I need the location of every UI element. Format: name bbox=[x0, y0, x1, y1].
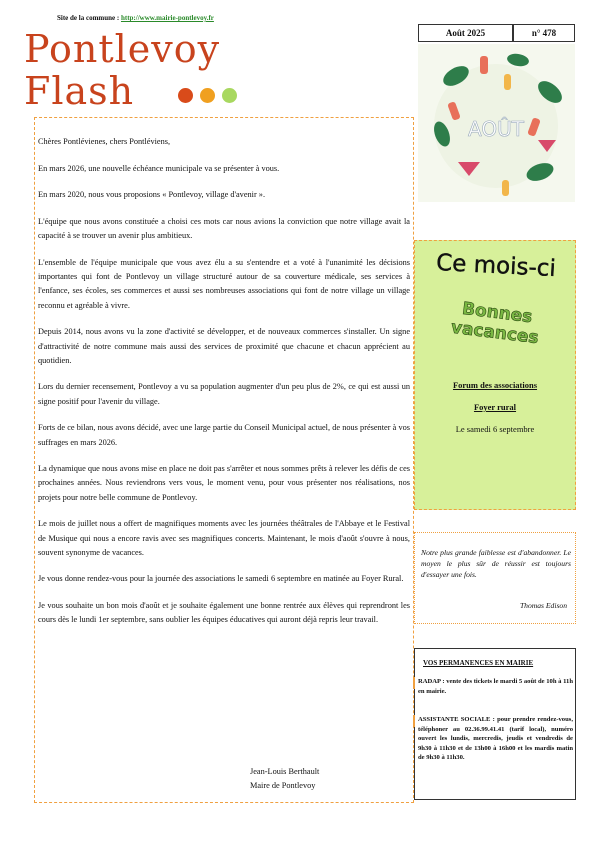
aout-image-text: AOÛT bbox=[468, 117, 524, 141]
dash-marker bbox=[413, 715, 416, 727]
decorative-dots bbox=[178, 88, 237, 103]
editorial-letter bbox=[38, 135, 410, 640]
site-url-line bbox=[57, 14, 214, 22]
issue-month: Août 2025 bbox=[418, 24, 513, 42]
signature-role: Maire de Pontlevoy bbox=[250, 781, 316, 790]
letter-paragraph: Lors du dernier recensement, Pontlevoy a vu sa population augmenter d'un peu plus de 2%, ce qui est aussi un signe positif pour l'avenir du village. bbox=[38, 382, 410, 406]
quote-text: Notre plus grande faiblesse est d'abandonner. Le moyen le plus sûr de réussir est toujours d'essayer une fois. bbox=[421, 548, 571, 579]
quote-box bbox=[414, 532, 576, 624]
dot-orange bbox=[200, 88, 215, 103]
letter-paragraph: Forts de ce bilan, nous avons décidé, avec une large partie du Conseil Municipal actuel, de nous présenter à vos suffrages en mars 2026. bbox=[38, 423, 410, 447]
letter-paragraph: Je vous donne rendez-vous pour la journée des associations le samedi 6 septembre en matinée au Foyer Rural. bbox=[38, 574, 404, 584]
letter-paragraph: En mars 2026, une nouvelle échéance municipale va se présenter à vous. bbox=[38, 163, 280, 173]
event-place: Foyer rural bbox=[473, 402, 517, 412]
title-flash: Flash bbox=[24, 69, 135, 113]
letter-paragraph: L'équipe que nous avons constituée a choisi ces mots car nous avions la conviction que notre village avait la capacité à se trouver un avenir plus ambitieux. bbox=[38, 217, 410, 241]
letter-paragraph: En mars 2020, nous vous proposions « Pontlevoy, village d'avenir ». bbox=[38, 190, 266, 200]
event-date: Le samedi 6 septembre bbox=[455, 424, 535, 434]
this-month-panel bbox=[414, 240, 576, 510]
title-pontlevoy: Pontlevoy bbox=[24, 27, 221, 71]
event-title: Forum des associations bbox=[452, 380, 538, 390]
permanence-assistante-sociale: ASSISTANTE SOCIALE : pour prendre rendez-vous, téléphoner au 02.36.99.41.41 (tarif local), numéro ouvert les lundis, mercredis, jeudis et vendredis de 9h30 à 11h30 et de 13h00 à 16h00 et les mardis matin de 9h30 à 11h30. bbox=[418, 716, 573, 762]
this-month-heading: Ce mois-ci bbox=[435, 249, 557, 283]
permanences-heading: VOS PERMANENCES EN MAIRIE bbox=[423, 659, 534, 667]
site-link[interactable]: http://www.mairie-pontlevoy.fr bbox=[120, 14, 214, 22]
permanences-box bbox=[414, 648, 576, 800]
permanence-radap: RADAP : vente des tickets le mardi 5 août de 10h à 11h en mairie. bbox=[418, 678, 573, 695]
dash-marker bbox=[413, 677, 416, 689]
summer-wreath-icon bbox=[418, 44, 575, 202]
quote-author: Thomas Edison bbox=[519, 601, 567, 610]
letter-paragraph: Je vous souhaite un bon mois d'août et je souhaite également une bonne rentrée aux élèves qui reprendront les cours dès le lundi 1er septembre, sans oublier les équipes éducatives qui auront déjà repris leur travail. bbox=[38, 601, 410, 625]
letter-paragraph: Depuis 2014, nous avons vu la zone d'activité se développer, et de nouveaux commerces s'installer. Un signe d'attractivité de notre commune mais aussi des services de proximité que chacune et chacun apprécient au quotidien. bbox=[38, 327, 410, 365]
august-illustration bbox=[418, 44, 575, 202]
dot-green bbox=[222, 88, 237, 103]
dot-red bbox=[178, 88, 193, 103]
signature bbox=[250, 765, 319, 793]
site-label: Site de la commune : bbox=[57, 14, 121, 22]
letter-paragraph: Chères Pontlévienes, chers Pontléviens, bbox=[38, 137, 171, 146]
letter-paragraph: L'ensemble de l'équipe municipale que vous avez élu a su s'entendre et a voté à l'unanimité les décisions importantes qui font de Pontlevoy un village structuré autour de sa couverture médicale, ses services à l'enfance, ses écoles, ses commerces et aussi ses nombreuses associations qui font de notre village un village reconnu et agréable à vivre. bbox=[38, 258, 410, 310]
signature-name: Jean-Louis Berthault bbox=[250, 767, 320, 776]
letter-paragraph: Le mois de juillet nous a offert de magnifiques moments avec les journées théâtrales de l'Abbaye et le Festival de Musique qui nous a encore ravis avec ses magnifiques concerts. Maintenant, le mois d'août s'ouvre à nous, souvent synonyme de vacances. bbox=[38, 519, 410, 557]
letter-paragraph: La dynamique que nous avons mise en place ne doit pas s'arrêter et nous sommes prêts à relever les défis de ces prochaines années. Nous reviendrons vers vous, le moment venu, pour vous présenter nos réalisations, nos projets pour notre belle commune de Pontlevoy. bbox=[38, 464, 410, 502]
issue-number: n° 478 bbox=[513, 24, 575, 42]
holiday-wish: Bonnes vacances bbox=[449, 298, 540, 349]
